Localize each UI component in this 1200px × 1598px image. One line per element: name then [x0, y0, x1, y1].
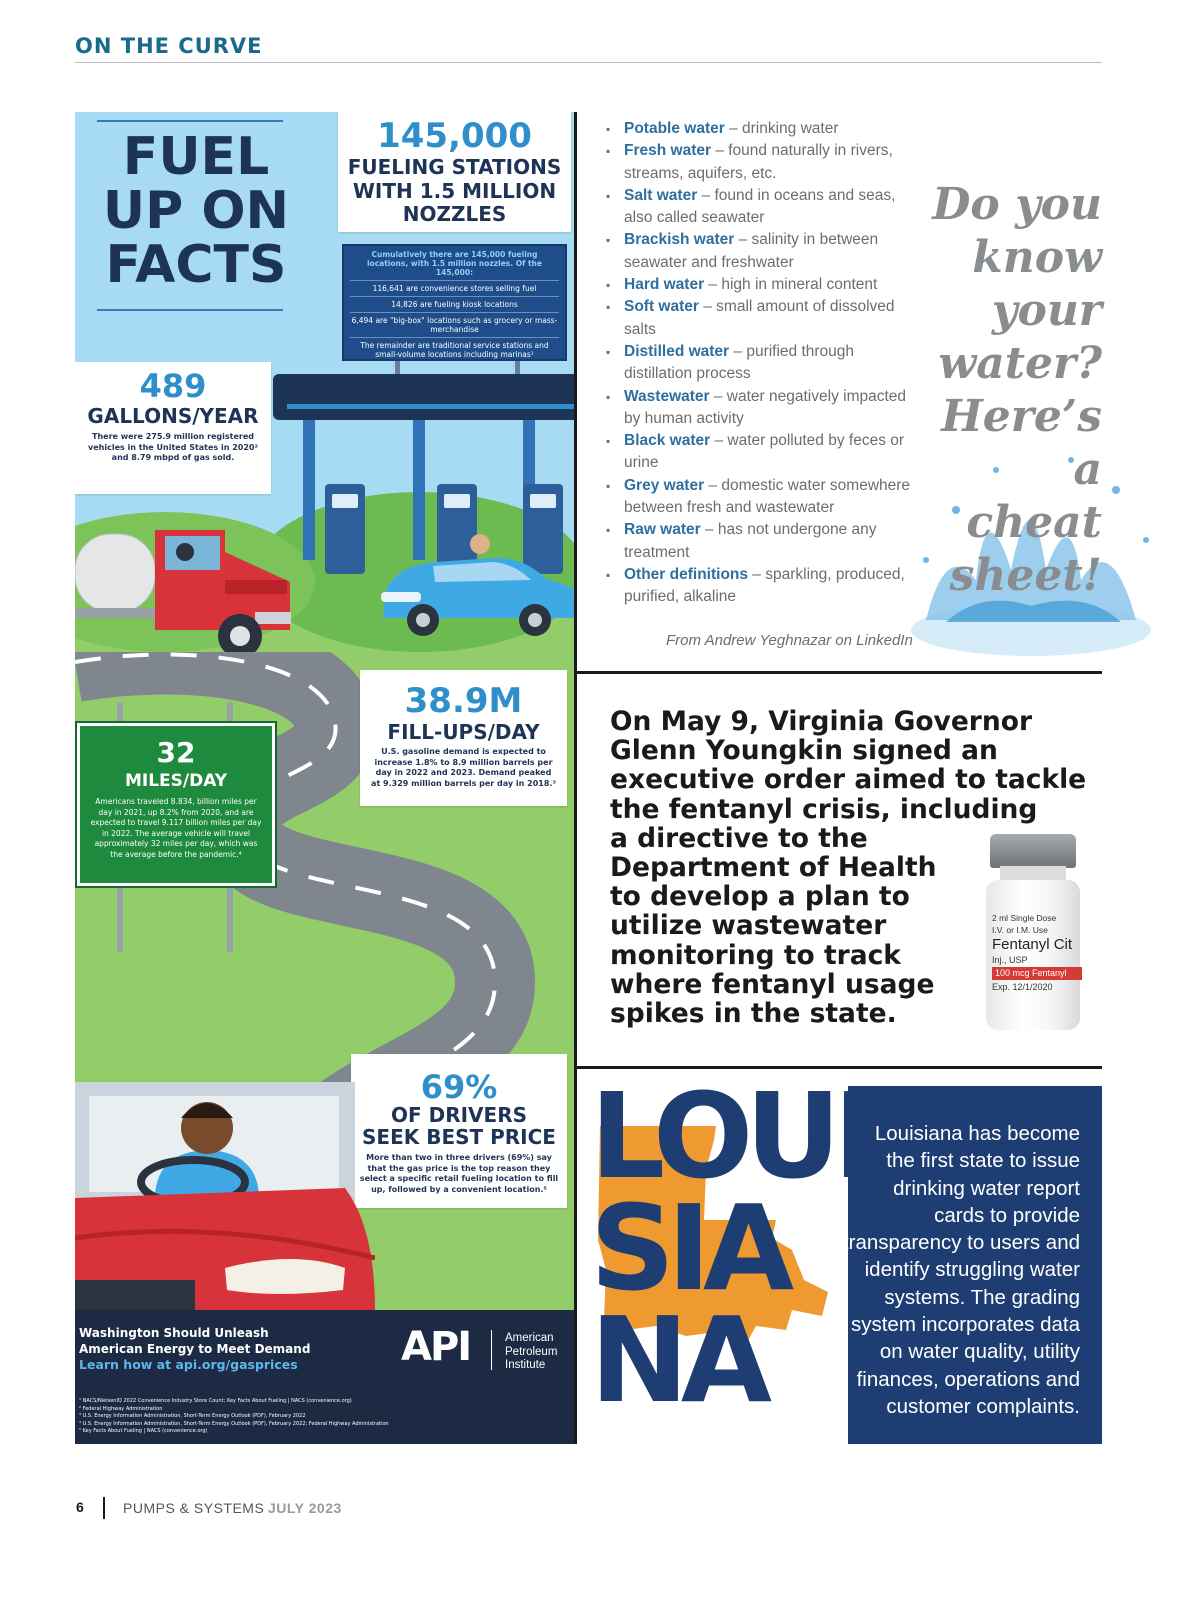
- list-item: ▪ Raw water – has not undergone any treatment: [606, 519, 926, 564]
- api-logo: API: [401, 1324, 471, 1370]
- list-item: ▪ Brackish water – salinity in between seawater and freshwater: [606, 229, 926, 274]
- gallons-number: 489: [139, 367, 207, 405]
- drivers-text: More than two in three drivers (69%) say that the gas price is the top reason they select a specific retail fueling location to fill up, followed by a convenient location.⁵: [359, 1153, 559, 1194]
- title-rule-bottom: [97, 309, 283, 311]
- water-credit: From Andrew Yeghnazar on LinkedIn: [666, 632, 913, 649]
- fuel-infographic: [75, 112, 577, 1444]
- list-item: ▪ Distilled water – purified through distillation process: [606, 341, 926, 386]
- miles-heading: MILES/DAY: [124, 771, 228, 791]
- fillups-text: U.S. gasoline demand is expected to increase 1.8% to 8.9 million barrels per day in 2022 and 2023. Demand peaked at 9.329 million barrels per day in 2018.³: [371, 747, 556, 788]
- fuel-pump: [325, 484, 365, 574]
- miles-sign: [77, 723, 275, 886]
- blue-car-illustration: [375, 532, 577, 642]
- sign-row: 14,826 are fueling kiosk locations: [350, 296, 559, 312]
- louisiana-article: Louisiana has become the first state to issue drinking water report cards to provide transparency to users and identify struggling water systems. The grading system incorporates data on water quality, utility finances, operations and customer complaints.: [842, 1122, 1080, 1418]
- list-item: ▪ Salt water – found in oceans and seas, also called seawater: [606, 185, 926, 230]
- magazine-name: PUMPS & SYSTEMS: [123, 1500, 265, 1516]
- list-item: ▪ Hard water – high in mineral content: [606, 274, 926, 296]
- list-item: ▪ Black water – water polluted by feces or urine: [606, 430, 926, 475]
- miles-number: 32: [156, 736, 196, 769]
- gallons-text: There were 275.9 million registered vehicles in the United States in 2020² and 8.79 mbpd of gas sold.: [88, 432, 258, 462]
- cheat-sheet-headline: Do you know your water? Here’s a cheat sheet!: [932, 179, 1102, 601]
- stations-heading: FUELING STATIONS WITH 1.5 MILLION NOZZLES: [347, 155, 562, 226]
- list-item: ▪ Other definitions – sparkling, produced, purified, alkaline: [606, 564, 926, 609]
- list-item: ▪ Potable water – drinking water: [606, 118, 926, 140]
- list-item: ▪ Soft water – small amount of dissolved salts: [606, 296, 926, 341]
- page-number: 6: [76, 1499, 84, 1515]
- title-rule-top: [97, 120, 283, 122]
- fillups-heading: FILL-UPS/DAY: [387, 720, 540, 744]
- fentanyl-vial-image: [984, 834, 1082, 1044]
- api-logo-divider: [491, 1330, 492, 1370]
- sign-row: 116,641 are convenience stores selling fuel: [350, 280, 559, 296]
- driver-car-illustration: [75, 1068, 375, 1310]
- api-link[interactable]: Learn how at api.org/gasprices: [79, 1357, 298, 1372]
- stations-sign: [342, 244, 567, 361]
- list-item: ▪ Fresh water – found naturally in rivers, streams, aquifers, etc.: [606, 140, 926, 185]
- section-divider: [577, 671, 1102, 674]
- stations-card: [338, 112, 571, 232]
- api-organization-name: American Petroleum Institute: [505, 1332, 558, 1371]
- fentanyl-article: On May 9, Virginia Governor Glenn Youngkin signed an executive order aimed to tackle the fentanyl crisis, including a directive to the Department of Health to develop a plan to utilize wastewater monitoring to track where fentanyl usage spikes in the state.: [610, 706, 1087, 1030]
- issue-date: JULY 2023: [268, 1500, 342, 1516]
- folio-divider: [103, 1497, 105, 1519]
- infographic-title: FUEL UP ON FACTS: [102, 127, 290, 295]
- sign-row: The remainder are traditional service stations and small-volume locations including marinas¹: [350, 337, 559, 362]
- fuel-truck-illustration: [75, 512, 305, 672]
- sign-row: 6,494 are "big-box" locations such as grocery or mass-merchandise: [350, 312, 559, 337]
- sign-heading: Cumulatively there are 145,000 fueling locations, with 1.5 million nozzles. Of the 145,000:: [366, 250, 542, 277]
- stations-number: 145,000: [377, 116, 532, 156]
- drivers-card: [351, 1054, 567, 1208]
- list-item: ▪ Wastewater – water negatively impacted by human activity: [606, 386, 926, 431]
- header-rule: [75, 62, 1102, 63]
- station-canopy: [273, 374, 577, 420]
- canopy-stripe: [287, 404, 577, 409]
- miles-text: Americans traveled 8.834, billion miles per day in 2021, up 8.2% from 2020, and are expected to travel 9.117 billion miles per day in 2022. The average vehicle will travel approximately 32 miles per day, which was the average before the pandemic.⁴: [90, 797, 262, 859]
- drivers-heading: OF DRIVERS SEEK BEST PRICE: [362, 1103, 556, 1149]
- section-title: ON THE CURVE: [75, 34, 263, 58]
- list-item: ▪ Grey water – domestic water somewhere between fresh and wastewater: [606, 475, 926, 520]
- fillups-number: 38.9M: [404, 681, 523, 721]
- drivers-number: 69%: [420, 1068, 498, 1106]
- api-message: Washington Should Unleash American Energy to Meet Demand Learn how at api.org/gasprices: [79, 1326, 311, 1372]
- gallons-heading: GALLONS/YEAR: [87, 404, 259, 428]
- vial-label: 2 ml Single Dose I.V. or I.M. Use Fentanyl Cit Inj., USP 100 mcg Fentanyl Exp. 12/1/2020: [992, 912, 1082, 1012]
- section-divider: [577, 1066, 1102, 1069]
- column-divider: [574, 112, 577, 1444]
- vial-cap: [990, 834, 1076, 868]
- fillups-card: [360, 670, 567, 806]
- infographic-footnotes: ¹ NACS/NielsenIQ 2022 Convenience Industry Store Count; Key Facts About Fueling | NACS (convenience.org) ² Federal Highway Administration ³ U.S. Energy Information Administration, Short-Term Energy Outlook (PDF), February 2022 ⁴ U.S. Energy Information Administration, Short-Term Energy Outlook (PDF), February 2022; Federal Highway Administration ⁵ Key Facts About Fueling | NACS (convenience.org): [79, 1398, 389, 1435]
- louisiana-letters: LOUI SIA NA: [590, 1086, 870, 1429]
- water-types-list: [606, 118, 926, 609]
- gallons-card: [75, 362, 271, 494]
